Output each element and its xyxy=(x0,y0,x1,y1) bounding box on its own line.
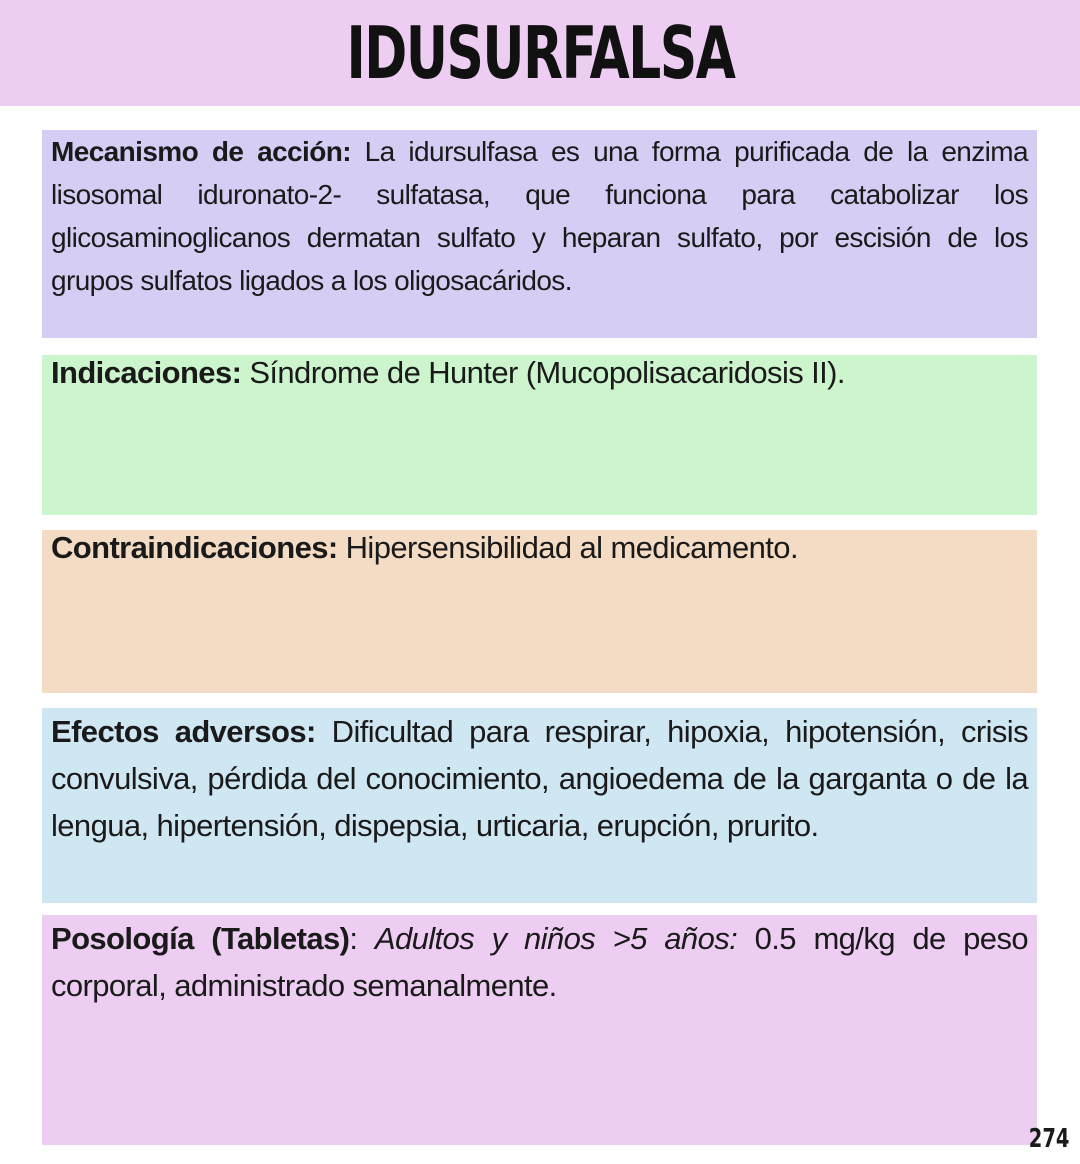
section-text: La idursulfasa es una forma purificada de la enzima lisosomal iduronato-2- sulfatasa, que funciona para catabolizar los glicosaminoglicanos dermatan sulfato y heparan sulfato, por escisión de los grupos sulfatos ligados a los oligosacáridos. xyxy=(51,136,1028,296)
page-number: 274 xyxy=(1028,1124,1070,1154)
section-label: Posología (Tabletas) xyxy=(51,921,350,956)
section-label: Mecanismo de acción: xyxy=(51,136,351,167)
page-title: IDUSURFALSA xyxy=(345,11,734,95)
section-posologia xyxy=(42,915,1037,1145)
section-indicaciones xyxy=(42,355,1037,515)
section-text: 0.5 mg/kg de peso corporal, administrado semanalmente. xyxy=(51,921,1028,1003)
section-efectos-adversos xyxy=(42,708,1037,903)
section-mecanismo xyxy=(42,130,1037,338)
section-label: Efectos adversos: xyxy=(51,714,316,749)
section-contraindicaciones xyxy=(42,530,1037,693)
header-banner xyxy=(0,0,1080,106)
section-text: Hipersensibilidad al medicamento. xyxy=(337,530,798,565)
section-label: Contraindicaciones: xyxy=(51,530,338,565)
section-label: Indicaciones: xyxy=(51,355,242,390)
section-italic: Adultos y niños >5 años: xyxy=(374,921,738,956)
section-text: Dificultad para respirar, hipoxia, hipotensión, crisis convulsiva, pérdida del conocimiento, angioedema de la garganta o de la lengua, hipertensión, dispepsia, urticaria, erupción, prurito. xyxy=(51,714,1028,843)
section-colon: : xyxy=(349,921,375,956)
section-text: Síndrome de Hunter (Mucopolisacaridosis II). xyxy=(241,355,845,390)
